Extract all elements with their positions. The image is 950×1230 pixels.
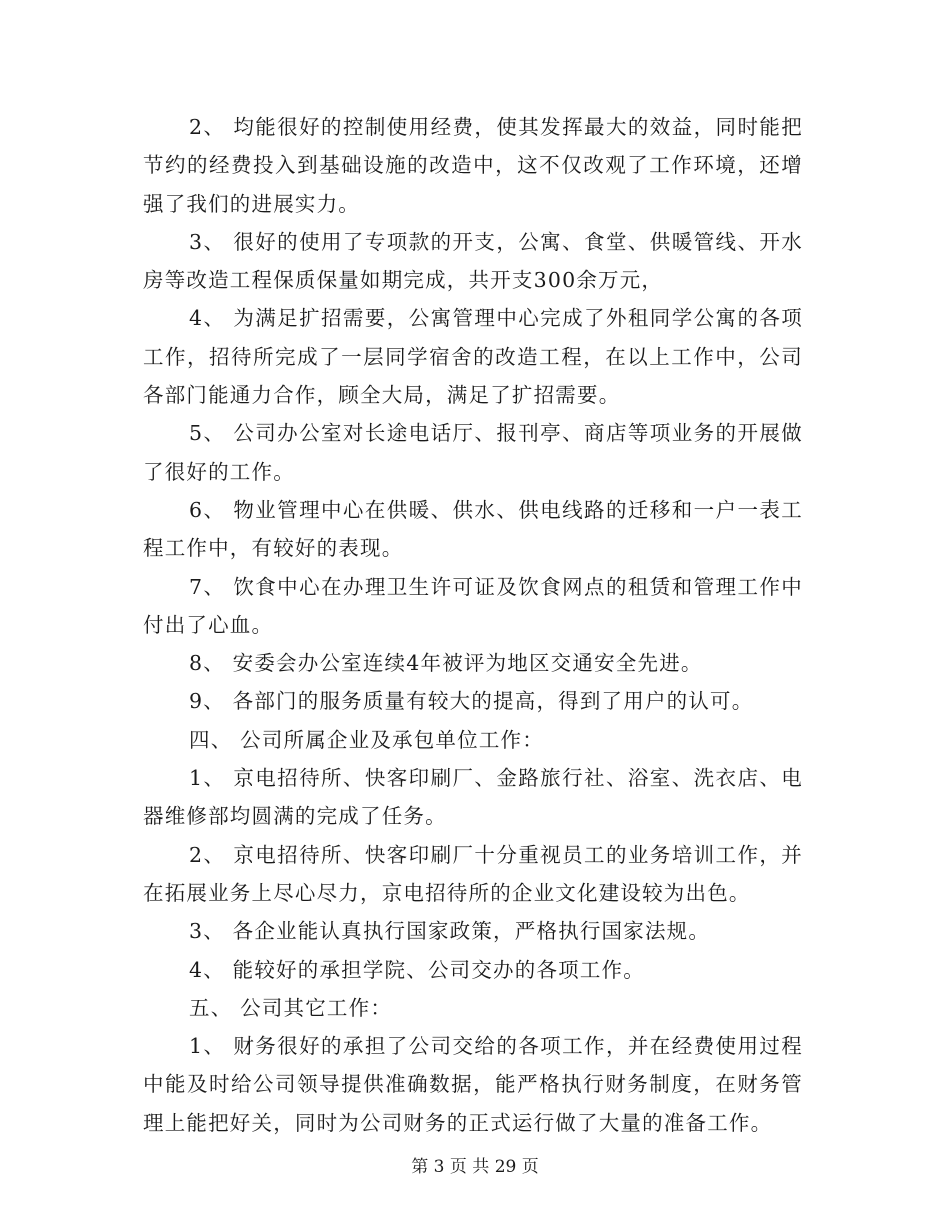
paragraph: 3、 很好的使用了专项款的开支，公寓、食堂、供暖管线、开水房等改造工程保质保量如期完成，共开支300余万元， xyxy=(143,229,803,293)
paragraph: 4、 为满足扩招需要，公寓管理中心完成了外租同学公寓的各项工作，招待所完成了一层同学宿舍的改造工程，在以上工作中，公司各部门能通力合作，顾全大局，满足了扩招需要。 xyxy=(143,306,803,408)
paragraph: 2、 京电招待所、快客印刷厂十分重视员工的业务培训工作，并在拓展业务上尽心尽力，京电招待所的企业文化建设较为出色。 xyxy=(143,842,803,905)
document-body xyxy=(143,108,803,1142)
paragraph: 1、 京电招待所、快客印刷厂、金路旅行社、浴室、洗衣店、电器维修部均圆满的完成了任务。 xyxy=(143,766,803,829)
section-heading: 五、 公司其它工作： xyxy=(189,995,393,1020)
paragraph: 2、 均能很好的控制使用经费，使其发挥最大的效益，同时能把节约的经费投入到基础设施的改造中，这不仅改观了工作环境，还增强了我们的进展实力。 xyxy=(143,115,803,216)
paragraph: 1、 财务很好的承担了公司交给的各项工作，并在经费使用过程中能及时给公司领导提供准确数据，能严格执行财务制度，在财务管理上能把好关，同时为公司财务的正式运行做了大量的准备工作。 xyxy=(143,1034,803,1135)
paragraph: 3、 各企业能认真执行国家政策，严格执行国家法规。 xyxy=(189,919,711,944)
paragraph: 4、 能较好的承担学院、公司交办的各项工作。 xyxy=(189,957,645,982)
paragraph: 5、 公司办公室对长途电话厅、报刊亭、商店等项业务的开展做了很好的工作。 xyxy=(143,421,803,484)
paragraph: 8、 安委会办公室连续4年被评为地区交通安全先进。 xyxy=(189,651,703,676)
section-heading: 四、 公司所属企业及承包单位工作： xyxy=(189,727,544,752)
paragraph: 9、 各部门的服务质量有较大的提高，得到了用户的认可。 xyxy=(189,689,754,714)
paragraph: 6、 物业管理中心在供暖、供水、供电线路的迁移和一户一表工程工作中，有较好的表现。 xyxy=(143,497,803,561)
page-number-footer: 第 3 页 共 29 页 xyxy=(411,1157,539,1177)
paragraph: 7、 饮食中心在办理卫生许可证及饮食网点的租赁和管理工作中付出了心血。 xyxy=(143,574,803,637)
